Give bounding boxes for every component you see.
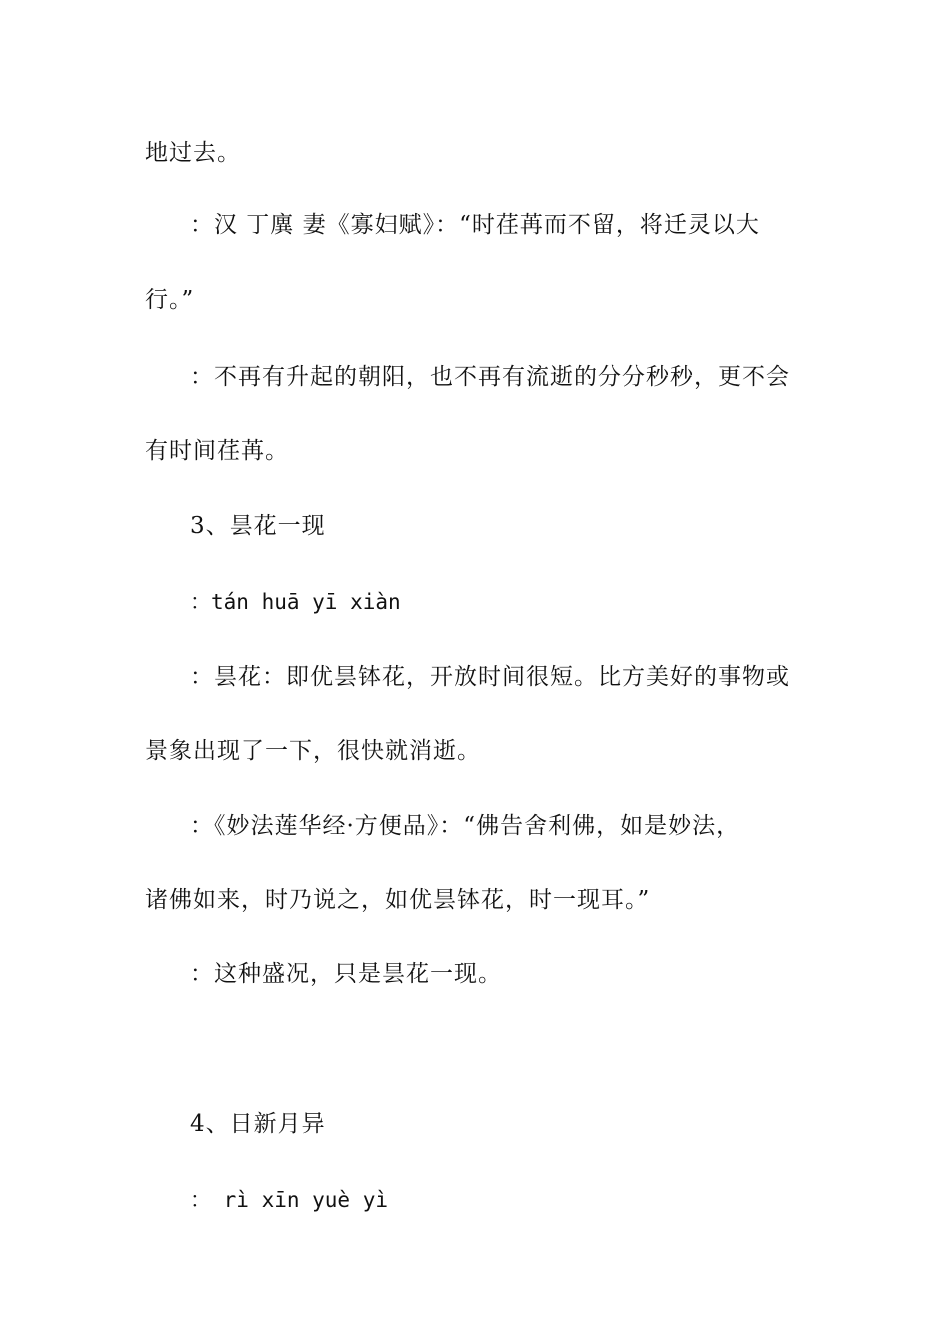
text-line-source-quote: ：《妙法莲华经·方便品》：“佛告舍利佛，如是妙法， [190, 813, 741, 839]
text-line-definition: ：昙花：即优昙钵花，开放时间很短。比方美好的事物或 [190, 664, 790, 690]
idiom-heading: 3、昙花一现 [190, 513, 326, 539]
idiom-pinyin: ： rì xīn yuè yì [190, 1188, 389, 1212]
text-line-source-quote-end: 行。” [145, 287, 195, 313]
idiom-pinyin: ：tán huā yī xiàn [190, 590, 401, 614]
text-line-source-quote-end: 诸佛如来，时乃说之，如优昙钵花，时一现耳。” [145, 887, 651, 913]
text-line-continuation: 地过去。 [145, 140, 241, 166]
text-line-definition-end: 景象出现了一下，很快就消逝。 [145, 738, 481, 764]
text-line-example-end: 有时间荏苒。 [145, 438, 289, 464]
idiom-heading: 4、日新月异 [190, 1111, 326, 1137]
text-line-source-quote: ：汉 丁廙 妻《寡妇赋》：“时荏苒而不留，将迁灵以大 [190, 212, 760, 238]
text-line-example: ：不再有升起的朝阳，也不再有流逝的分分秒秒，更不会 [190, 364, 790, 390]
text-line-example: ：这种盛况，只是昙花一现。 [190, 961, 502, 987]
